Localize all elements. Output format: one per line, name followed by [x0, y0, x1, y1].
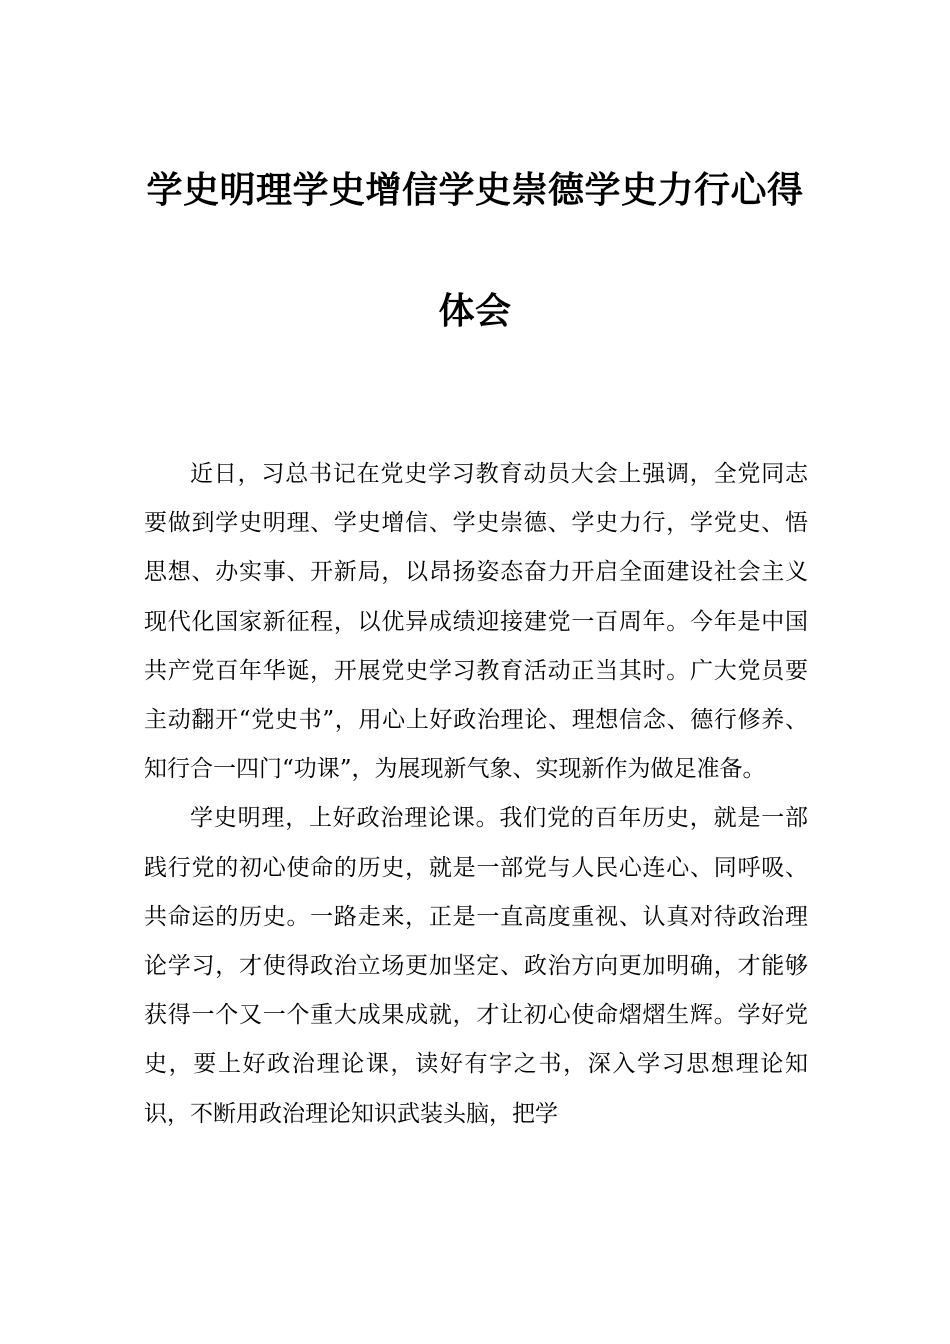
paragraph: 近日，习总书记在党史学习教育动员大会上强调，全党同志要做到学史明理、学史增信、学史崇德、学史力行，学党史、悟思想、办实事、开新局，以昂扬姿态奋力开启全面建设社会主义现代化国家新征程，以优异成绩迎接建党一百周年。今年是中国共产党百年华诞，开展党史学习教育活动正当其时。广大党员要主动翻开“党史书”，用心上好政治理论、理想信念、德行修养、知行合一四门“功课”，为展现新气象、实现新作为做足准备。 [144, 461, 808, 783]
paragraph: 学史明理，上好政治理论课。我们党的百年历史，就是一部践行党的初心使命的历史，就是一部党与人民心连心、同呼吸、共命运的历史。一路走来，正是一直高度重视、认真对待政治理论学习，才使得政治立场更加坚定、政治方向更加明确，才能够获得一个又一个重大成果成就，才让初心使命熠熠生辉。学好党史，要上好政治理论课，读好有字之书，深入学习思想理论知识，不断用政治理论知识武装头脑，把学 [144, 805, 808, 1127]
document-body [144, 450, 808, 1139]
document-title-line-2: 体会 [438, 290, 512, 332]
document-title-line-1: 学史明理学史增信学史崇德学史力行心得 [146, 169, 804, 211]
